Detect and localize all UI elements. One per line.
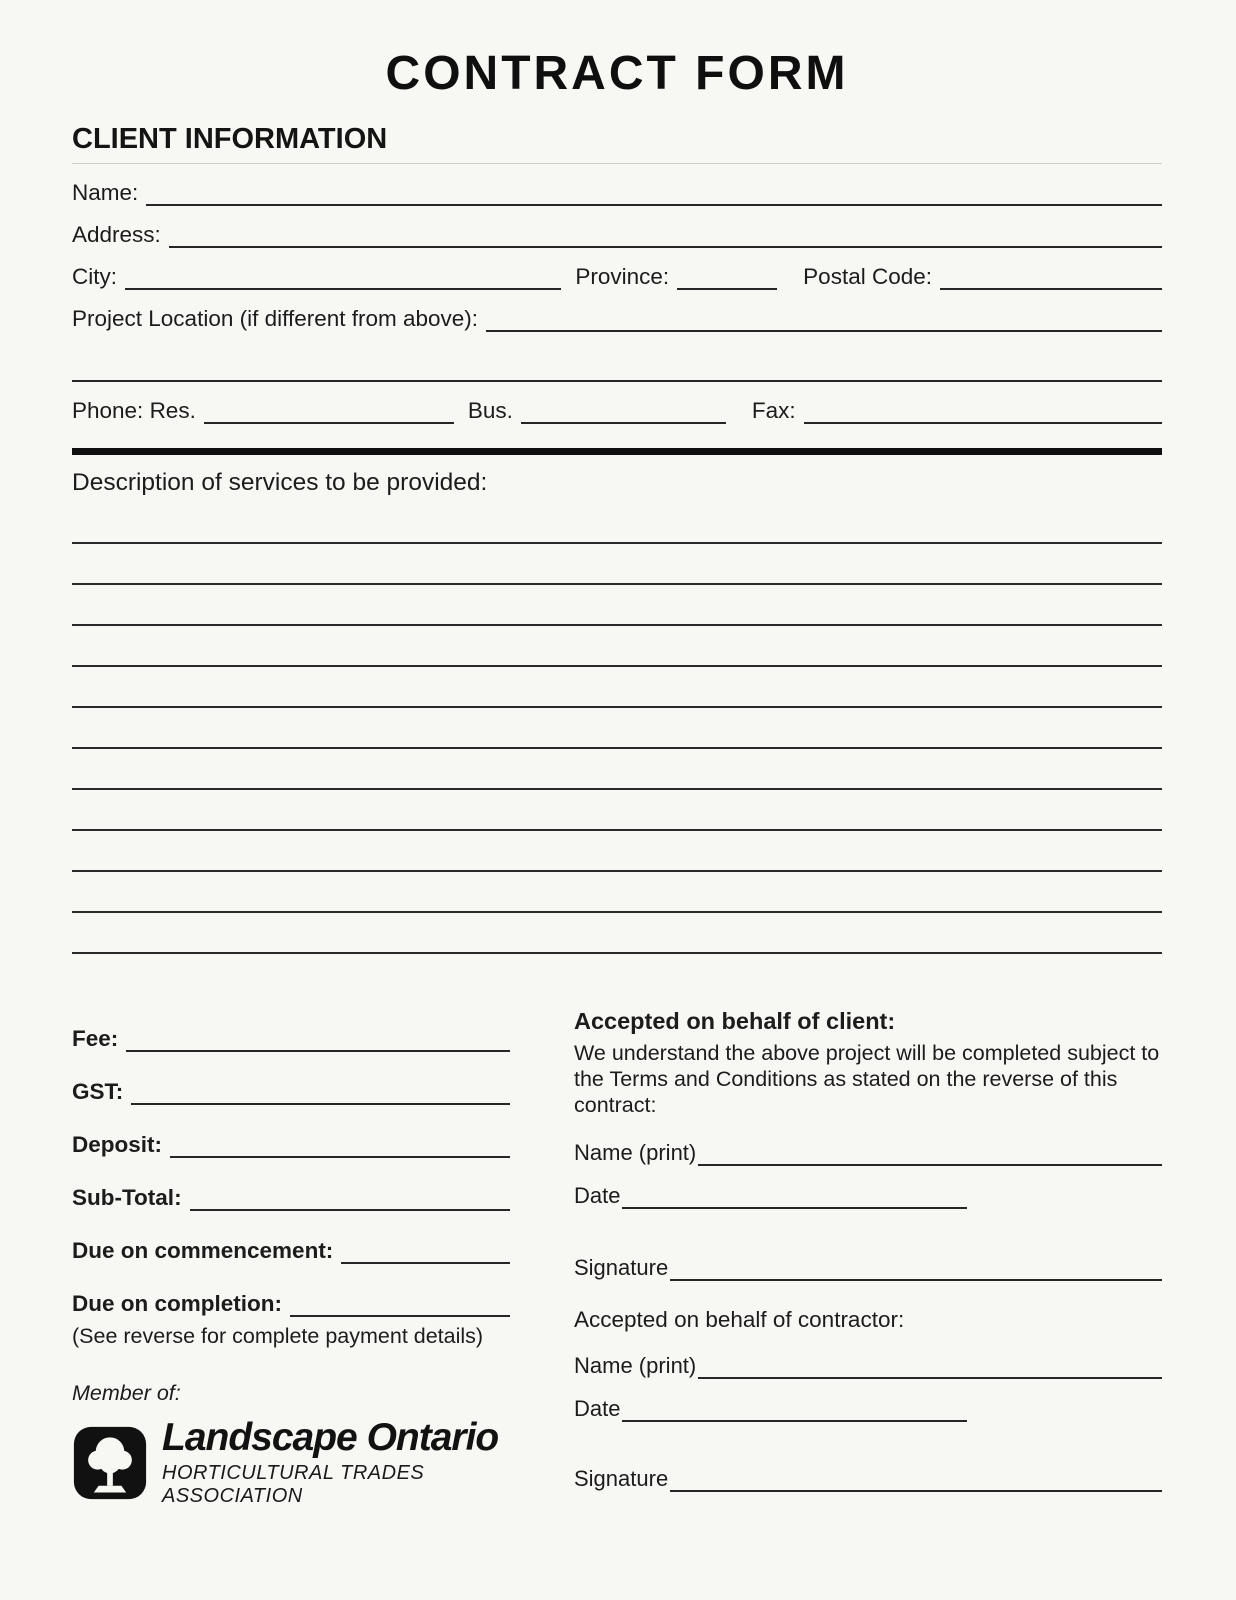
client-date-label: Date [574, 1183, 621, 1208]
section-divider [72, 448, 1162, 455]
city-province-postal-row [72, 264, 1162, 290]
service-description-line[interactable] [72, 790, 1162, 831]
contractor-date-row [574, 1396, 1162, 1422]
logo-tagline: HORTICULTURAL TRADES ASSOCIATION [162, 1462, 425, 1507]
accepted-client-heading: Accepted on behalf of client: [574, 1008, 896, 1034]
phone-bus-label: Bus. [467, 398, 513, 423]
client-signature-label: Signature [574, 1255, 669, 1280]
address-row [72, 222, 1162, 248]
deposit-label: Deposit: [72, 1132, 162, 1157]
gst-row [72, 1079, 510, 1105]
gst-label: GST: [72, 1079, 124, 1104]
contractor-signature-label: Signature [574, 1466, 669, 1491]
province-label: Province: [575, 264, 670, 289]
contractor-date-fill-line[interactable] [622, 1396, 967, 1422]
tree-logo-icon [72, 1425, 148, 1501]
fee-fill-line[interactable] [126, 1026, 510, 1052]
services-description-heading: Description of services to be provided: [72, 469, 488, 496]
project-location-row [72, 306, 1162, 332]
fax-fill-line[interactable] [804, 398, 1162, 424]
due-on-completion-fill-line[interactable] [290, 1291, 510, 1317]
logo-text [162, 1418, 510, 1508]
client-name-print-row [574, 1140, 1162, 1166]
name-row [72, 180, 1162, 206]
name-fill-line[interactable] [146, 180, 1162, 206]
city-label: City: [72, 264, 117, 289]
service-description-line[interactable] [72, 872, 1162, 913]
service-description-line[interactable] [72, 585, 1162, 626]
province-fill-line[interactable] [677, 264, 777, 290]
gst-fill-line[interactable] [131, 1079, 510, 1105]
city-fill-line[interactable] [125, 264, 561, 290]
address-label: Address: [72, 222, 161, 247]
service-description-line[interactable] [72, 831, 1162, 872]
client-information-heading: CLIENT INFORMATION [72, 123, 1162, 164]
service-description-line[interactable] [72, 913, 1162, 954]
deposit-fill-line[interactable] [170, 1132, 510, 1158]
contractor-signature-row [574, 1466, 1162, 1492]
phone-row [72, 398, 1162, 424]
payment-reverse-note: (See reverse for complete payment details) [72, 1324, 484, 1348]
postal-code-fill-line[interactable] [940, 264, 1162, 290]
payment-column [72, 1008, 510, 1508]
sub-total-fill-line[interactable] [190, 1185, 510, 1211]
due-on-commencement-row [72, 1238, 510, 1264]
due-on-commencement-label: Due on commencement: [72, 1238, 334, 1263]
fee-row [72, 1026, 510, 1052]
service-description-line[interactable] [72, 667, 1162, 708]
acceptance-column [574, 1008, 1162, 1508]
client-terms-text: We understand the above project will be completed subject to the Terms and Conditions as stated on the reverse of this contract: [574, 1041, 1160, 1117]
phone-res-fill-line[interactable] [204, 398, 454, 424]
name-label: Name: [72, 180, 139, 205]
contractor-signature-fill-line[interactable] [670, 1466, 1162, 1492]
client-date-row [574, 1183, 1162, 1209]
contractor-date-label: Date [574, 1396, 621, 1421]
service-description-line[interactable] [72, 626, 1162, 667]
postal-code-label: Postal Code: [803, 264, 932, 289]
service-description-line[interactable] [72, 708, 1162, 749]
member-of-label: Member of: [72, 1381, 181, 1405]
sub-total-row [72, 1185, 510, 1211]
fax-label: Fax: [751, 398, 796, 423]
client-signature-row [574, 1255, 1162, 1281]
project-location-fill-line[interactable] [486, 306, 1162, 332]
fee-label: Fee: [72, 1026, 119, 1051]
project-location-continuation-line[interactable] [72, 356, 1162, 382]
client-date-fill-line[interactable] [622, 1183, 967, 1209]
project-location-continuation-row [72, 356, 1162, 382]
client-name-print-fill-line[interactable] [698, 1140, 1162, 1166]
logo-name: Landscape Ontario [162, 1416, 499, 1459]
client-name-print-label: Name (print) [574, 1140, 697, 1165]
sub-total-label: Sub-Total: [72, 1185, 182, 1210]
phone-bus-fill-line[interactable] [521, 398, 726, 424]
client-signature-fill-line[interactable] [670, 1255, 1162, 1281]
due-on-commencement-fill-line[interactable] [341, 1238, 510, 1264]
service-description-line[interactable] [72, 749, 1162, 790]
landscape-ontario-logo [72, 1418, 510, 1508]
service-description-line[interactable] [72, 503, 1162, 544]
address-fill-line[interactable] [169, 222, 1162, 248]
accepted-contractor-heading: Accepted on behalf of contractor: [574, 1307, 905, 1332]
page-title: CONTRACT FORM [385, 47, 849, 100]
deposit-row [72, 1132, 510, 1158]
services-description-lines [72, 503, 1162, 954]
service-description-line[interactable] [72, 544, 1162, 585]
bottom-section [72, 1008, 1162, 1508]
contractor-name-print-label: Name (print) [574, 1353, 697, 1378]
due-on-completion-row [72, 1291, 510, 1317]
contractor-name-print-fill-line[interactable] [698, 1353, 1162, 1379]
contractor-name-print-row [574, 1353, 1162, 1379]
phone-res-label: Phone: Res. [72, 398, 196, 423]
due-on-completion-label: Due on completion: [72, 1291, 282, 1316]
project-location-label: Project Location (if different from above): [72, 306, 479, 331]
